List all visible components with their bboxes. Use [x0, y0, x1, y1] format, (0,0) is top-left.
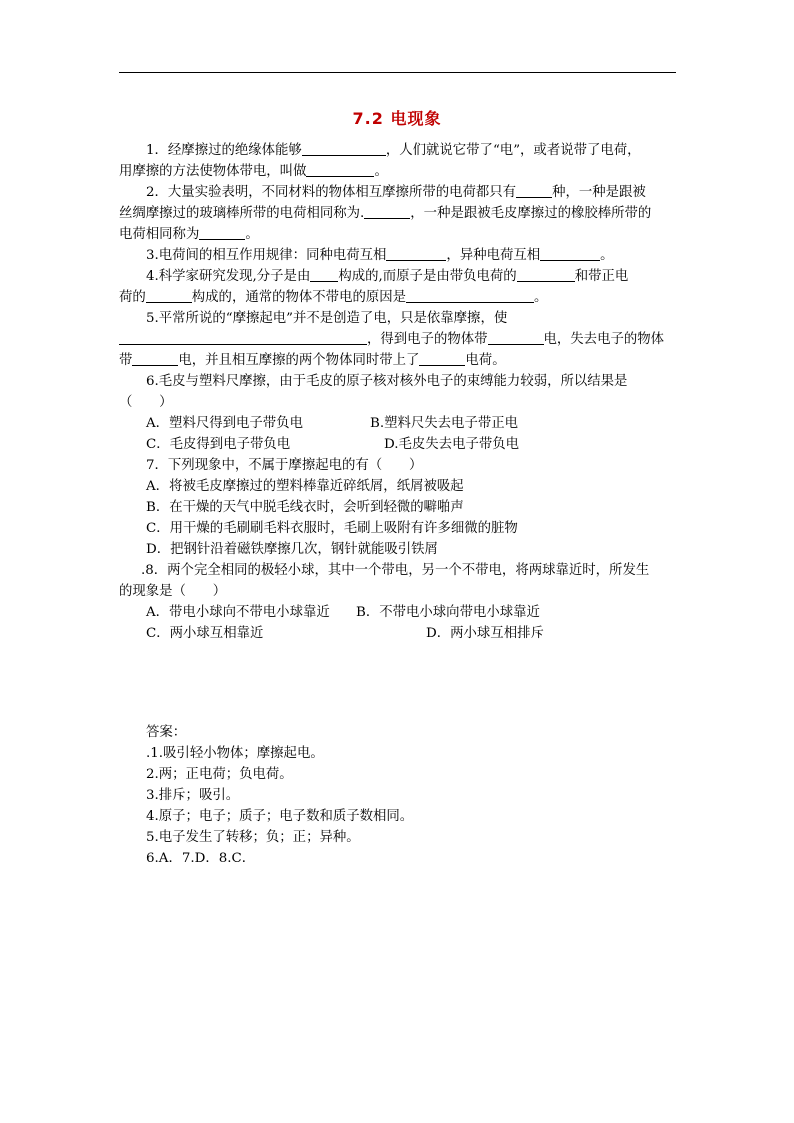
option-b: B.塑料尺失去电子带正电 — [370, 416, 519, 431]
question-8-line-1: .8．两个完全相同的极轻小球，其中一个带电，另一个不带电，将两球靠近时，所发生 — [141, 563, 650, 578]
question-1-line-2: 用摩擦的方法使物体带电，叫做 。 — [119, 164, 388, 179]
question-8-options-row-2 — [119, 623, 677, 644]
question-7-option-c: C．用干燥的毛刷刷毛料衣服时，毛刷上吸附有许多细微的脏物 — [146, 521, 518, 536]
answer-blank — [119, 330, 367, 345]
answer-2: 2.两；正电荷；负电荷。 — [146, 767, 293, 782]
answer-blank — [386, 246, 446, 261]
answer-blank — [488, 330, 544, 345]
question-6-options-row-2 — [119, 434, 677, 455]
option-c: C．毛皮得到电子带负电 — [146, 437, 291, 452]
option-d: D．两小球互相排斥 — [426, 626, 544, 641]
answer-5: 5.电子发生了转移；负；正；异种。 — [146, 830, 360, 845]
answer-blank — [302, 141, 386, 156]
question-5-line-3: 带 电，并且相互摩擦的两个物体同时带上了 电荷。 — [119, 353, 506, 368]
exercise-body — [119, 140, 677, 644]
question-7-option-b: B．在干燥的天气中脱毛线衣时，会听到轻微的噼啪声 — [146, 500, 464, 515]
option-d: D.毛皮失去电子带负电 — [384, 437, 520, 452]
answer-blank — [199, 225, 245, 240]
answer-blank — [306, 162, 374, 177]
answer-blank — [540, 246, 600, 261]
header-rule — [119, 72, 676, 73]
answer-blank — [517, 267, 575, 282]
question-4-line-1: 4.科学家研究发现,分子是由 构成的,而原子是由带负电荷的 和带正电 — [146, 269, 629, 284]
answer-blank — [146, 288, 192, 303]
answer-blank — [419, 351, 465, 366]
question-8-options-row-1 — [119, 602, 677, 623]
question-7-line-1: 7．下列现象中，不属于摩擦起电的有（ ） — [146, 458, 423, 473]
answer-4: 4.原子；电子；质子；电子数和质子数相同。 — [146, 809, 414, 824]
question-6-options-row-1 — [119, 413, 677, 434]
answer-blank — [406, 288, 534, 303]
question-5-line-2: ，得到电子的物体带 电，失去电子的物体 — [119, 329, 677, 350]
answer-blank — [132, 351, 178, 366]
answer-heading: 答案： — [146, 725, 187, 740]
answer-6: 6.A．7.D．8.C． — [146, 851, 256, 866]
question-1-line-1: 1．经摩擦过的绝缘体能够 ，人们就说它带了“电”，或者说带了电荷， — [146, 143, 641, 158]
answer-blank — [310, 267, 338, 282]
answer-3: 3.排斥；吸引。 — [146, 788, 240, 803]
option-c: C．两小球互相靠近 — [146, 626, 264, 641]
question-6-line-2: （ ） — [119, 395, 173, 410]
answer-blank — [516, 183, 552, 198]
question-4-line-2: 荷的 构成的，通常的物体不带电的原因是 。 — [119, 290, 548, 305]
answer-blank — [364, 204, 410, 219]
answer-key — [146, 722, 666, 869]
question-7-option-d: D．把钢针沿着磁铁摩擦几次，钢针就能吸引铁屑 — [146, 542, 438, 557]
question-3-line-1: 3.电荷间的相互作用规律：同种电荷互相 ，异种电荷互相 。 — [146, 248, 614, 263]
question-6-line-1: 6.毛皮与塑料尺摩擦，由于毛皮的原子核对核外电子的束缚能力较弱，所以结果是 — [146, 374, 628, 389]
option-a: A．塑料尺得到电子带负电 — [146, 416, 303, 431]
option-a: A．带电小球向不带电小球靠近 — [146, 605, 330, 620]
answer-1: .1.吸引轻小物体；摩擦起电。 — [146, 746, 324, 761]
page-title: 7.2 电现象 — [352, 109, 442, 128]
question-2-line-1: 2．大量实验表明，不同材料的物体相互摩擦所带的电荷都只有 种，一种是跟被 — [146, 185, 646, 200]
question-8-line-2: 的现象是（ ） — [119, 584, 227, 599]
question-7-option-a: A．将被毛皮摩擦过的塑料棒靠近碎纸屑，纸屑被吸起 — [146, 479, 464, 494]
question-5-line-1: 5.平常所说的“摩擦起电”并不是创造了电，只是依靠摩擦，使 — [146, 311, 508, 326]
option-b: B．不带电小球向带电小球靠近 — [356, 605, 540, 620]
question-2-line-3: 电荷相同称为 。 — [119, 227, 259, 242]
question-2-line-2: 丝绸摩擦过的玻璃棒所带的电荷相同称为. ，一种是跟被毛皮摩擦过的橡胶棒所带的 — [119, 206, 652, 221]
